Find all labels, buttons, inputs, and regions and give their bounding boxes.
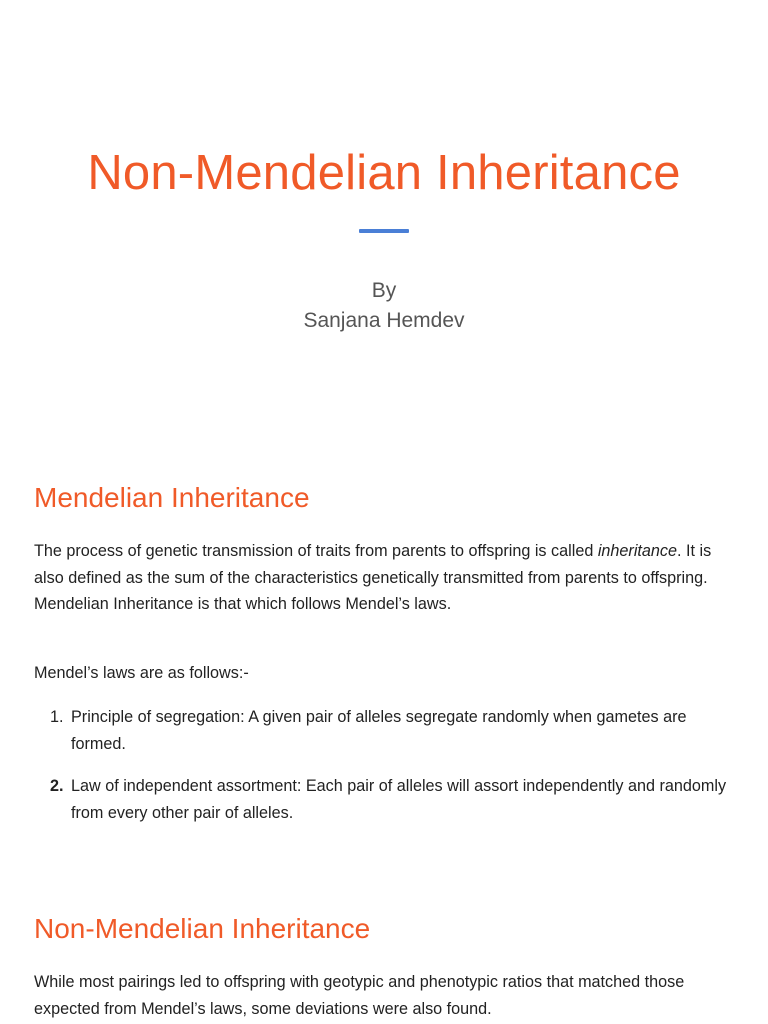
document-title: Non-Mendelian Inheritance: [87, 146, 681, 200]
intro-text-part-2: . It is also defined as the sum of the characteristics genetically transmitted from parents to offspring. Mendelian Inheritance is that which follows Mendel’s laws.: [34, 542, 712, 613]
intro-term-inheritance: inheritance: [597, 542, 678, 560]
heading-non-mendelian-inheritance: Non-Mendelian Inheritance: [34, 913, 371, 944]
paragraph-non-mendelian-intro: While most pairings led to offspring with geotypic and phenotypic ratios that matched those expected from Mendel’s laws, some deviations were also found.: [34, 973, 685, 1018]
byline-author: Sanjana Hemdev: [303, 309, 465, 332]
list-number: 1.: [50, 708, 64, 726]
paragraph-laws-intro: Mendel’s laws are as follows:-: [34, 664, 249, 682]
list-item-law-2: [34, 773, 734, 826]
list-number: 2.: [50, 777, 64, 795]
list-item-law-1: [34, 704, 734, 757]
paragraph-inheritance-definition: [34, 538, 734, 618]
mendel-laws-list: [34, 704, 734, 842]
byline-by: By: [371, 279, 397, 302]
heading-mendelian-inheritance: Mendelian Inheritance: [34, 482, 310, 513]
list-item-text: Law of independent assortment: Each pair of alleles will assort independently and randomly from every other pair of alleles.: [71, 777, 727, 822]
byline: [0, 276, 768, 336]
list-item-text: Principle of segregation: A given pair of alleles segregate randomly when gametes are formed.: [71, 708, 687, 753]
title-underline-rule: [359, 229, 409, 233]
intro-text-part-1: The process of genetic transmission of traits from parents to offspring is called: [34, 542, 598, 560]
